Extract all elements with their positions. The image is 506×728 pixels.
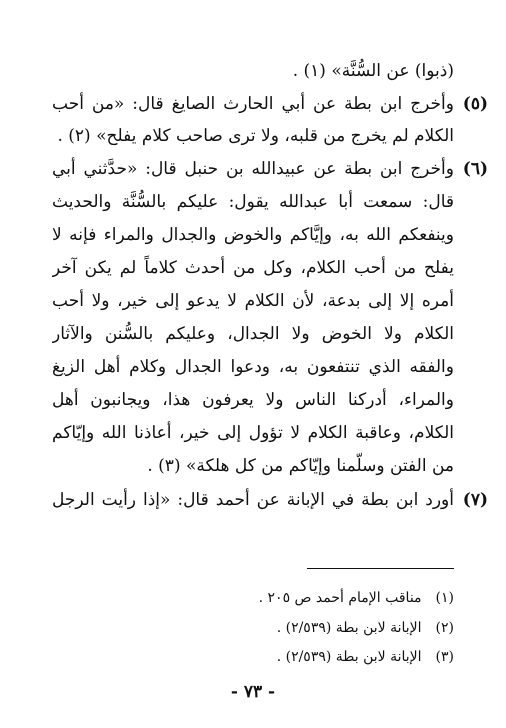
- footnote-2-number: (٢): [435, 620, 454, 636]
- item-6-line-5: أمره إلا إلى بدعة، لأن الكلام لا يدعو إلى خير، ولا أحب: [52, 291, 454, 311]
- item-6-line-2: قال: سمعت أبا عبدالله يقول: عليكم بالسُّنَّة والحديث: [52, 192, 454, 212]
- footnote-1-number: (١): [435, 590, 454, 606]
- footnote-1: [60, 584, 454, 612]
- item-7-line-1: أورد ابن بطة في الإبانة عن أحمد قال: «إذا رأيت الرجل: [52, 490, 454, 510]
- item-6-line-9: الكلام، وعاقبة الكلام لا تؤول إلى خير، أعاذنا الله وإيّاكم: [52, 423, 454, 443]
- item-6-number: (٦): [462, 159, 488, 179]
- footnote-3-text: الإبانة لابن بطة (٢/٥٣٩) .: [276, 649, 422, 665]
- footnote-separator: [307, 568, 454, 569]
- item-7-number: (٧): [462, 490, 488, 510]
- item-6-line-7: والفقه الذي تنتفعون به، ودعوا الجدال وكلام أهل الزيغ: [52, 357, 454, 377]
- item-5-line-2: الكلام لم يخرج من قلبه، ولا ترى صاحب كلام يفلح» (٢) .: [57, 126, 454, 146]
- item-5-number: (٥): [462, 94, 488, 114]
- footnote-1-text: مناقب الإمام أحمد ص ٢٠٥ .: [258, 590, 422, 606]
- footnote-2: [60, 614, 454, 642]
- item-5-line-1: وأخرج ابن بطة عن أبي الحارث الصايغ قال: «من أحب: [52, 94, 454, 114]
- item-6-line-10: من الفتن وسلّمنا وإيّاكم من كل هلكة» (٣) .: [147, 456, 454, 476]
- footnote-2-text: الإبانة لابن بطة (٢/٥٣٩) .: [276, 620, 422, 636]
- item-6-line-4: يفلح من أحب الكلام، وكل من أحدث كلاماً لم يكن آخر: [52, 258, 454, 278]
- footnote-3: [60, 643, 454, 671]
- footnote-3-number: (٣): [435, 649, 454, 665]
- item-6-line-6: الكلام ولا الخوض ولا الجدال، وعليكم بالسُّنن والآثار: [52, 324, 454, 344]
- body-line-continuation: (ذبوا) عن السُّنَّة» (١) .: [292, 61, 454, 81]
- page-number: - ٧٣ -: [230, 682, 276, 702]
- item-6-line-3: وينفعكم الله به، وإيَّاكم والخوض والجدال والمراء فإنه لا: [52, 225, 454, 245]
- item-6-line-1: وأخرج ابن بطة عن عبيدالله بن حنبل قال: «حدَّثني أبي: [52, 159, 454, 179]
- item-6-line-8: والمراء، أدركنا الناس ولا يعرفون هذا، ويجانبون أهل: [52, 390, 454, 410]
